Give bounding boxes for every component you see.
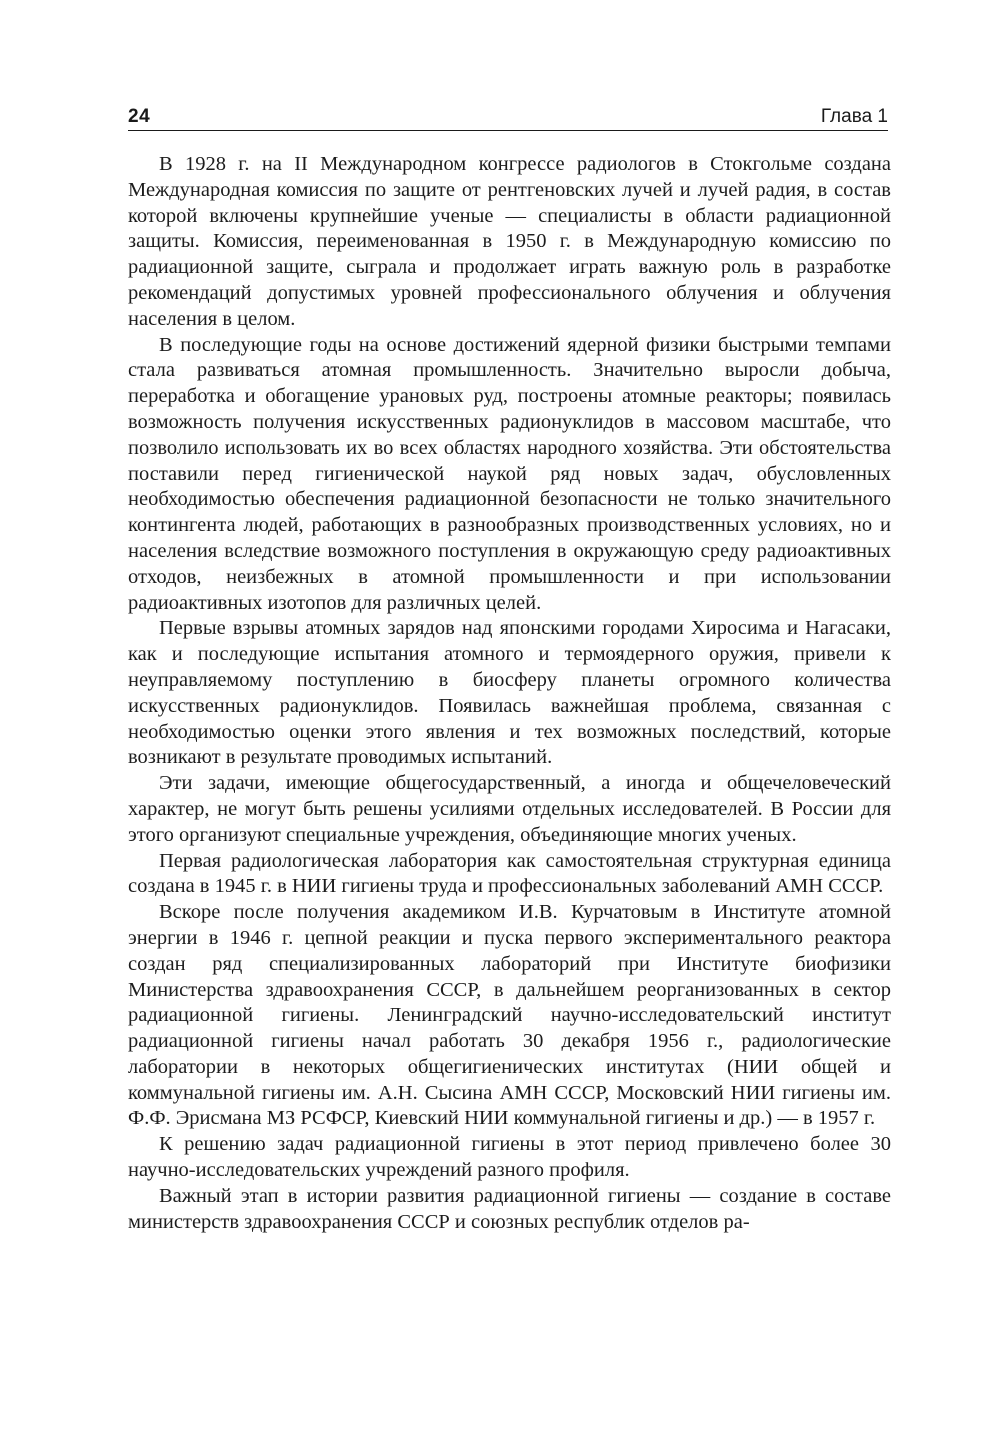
paragraph-3: Первые взрывы атомных зарядов над японскими городами Хиросима и Нагасаки, как и последующие испытания атомного и термоядерного оружия, привели к неуправляемому поступлению в биосферу планеты огромного количества искусственных радионуклидов. Появилась важнейшая проблема, связанная с необходимостью оценки этого явления и тех возможных последствий, которые возникают в результате проводимых испытаний. bbox=[128, 617, 891, 769]
running-header bbox=[128, 104, 888, 131]
paragraph-5: Первая радиологическая лаборатория как самостоятельная структурная единица создана в 1945 г. в НИИ гигиены труда и профессиональных заболеваний АМН СССР. bbox=[128, 849, 891, 898]
page-number: 24 bbox=[128, 106, 151, 127]
paragraph-8: Важный этап в истории развития радиационной гигиены — создание в составе министерств здравоохранения СССР и союзных республик отделов ра- bbox=[128, 1184, 891, 1233]
paragraph-7: К решению задач радиационной гигиены в этот период привлечено более 30 научно-исследовательских учреждений разного профиля. bbox=[128, 1133, 891, 1182]
body-text bbox=[128, 152, 891, 1235]
chapter-label: Глава 1 bbox=[820, 106, 888, 127]
paragraph-6: Вскоре после получения академиком И.В. Курчатовым в Институте атомной энергии в 1946 г. цепной реакции и пуска первого экспериментального реактора создан ряд специализированных лабораторий при Институте биофизики Министерства здравоохранения СССР, в дальнейшем реорганизованных в сектор радиационной гигиены. Ленинградский научно-исследовательский институт радиационной гигиены начал работать 30 декабря 1956 г., радиологические лаборатории в некоторых общегигиенических институтах (НИИ общей и коммунальной гигиены им. А.Н. Сысина АМН СССР, Московский НИИ гигиены им. Ф.Ф. Эрисмана МЗ РСФСР, Киевский НИИ коммунальной гигиены и др.) — в 1957 г. bbox=[128, 901, 891, 1130]
paragraph-4: Эти задачи, имеющие общегосударственный, а иногда и общечеловеческий характер, не могут быть решены усилиями отдельных исследователей. В России для этого организуют специальные учреждения, объединяющие многих ученых. bbox=[128, 772, 891, 846]
paragraph-1: В 1928 г. на II Международном конгрессе радиологов в Стокгольме создана Международная комиссия по защите от рентгеновских лучей и лучей радия, в состав которой включены крупнейшие ученые — специалисты в области радиационной защиты. Комиссия, переименованная в 1950 г. в Международную комиссию по радиационной защите, сыграла и продолжает играть важную роль в разработке рекомендаций допустимых уровней профессионального облучения и облучения населения в целом. bbox=[128, 153, 891, 330]
paragraph-2: В последующие годы на основе достижений ядерной физики быстрыми темпами стала развиваться атомная промышленность. Значительно выросли добыча, переработка и обогащение урановых руд, построены атомные реакторы; появилась возможность получения искусственных радионуклидов в массовом масштабе, что позволило использовать их во всех областях народного хозяйства. Эти обстоятельства поставили перед гигиенической наукой ряд новых задач, обусловленных необходимостью обеспечения радиационной безопасности не только значительного контингента людей, работающих в разнообразных производственных условиях, но и населения вследствие возможного поступления в окружающую среду радиоактивных отходов, неизбежных в атомной промышленности и при использовании радиоактивных изотопов для различных целей. bbox=[128, 333, 891, 614]
